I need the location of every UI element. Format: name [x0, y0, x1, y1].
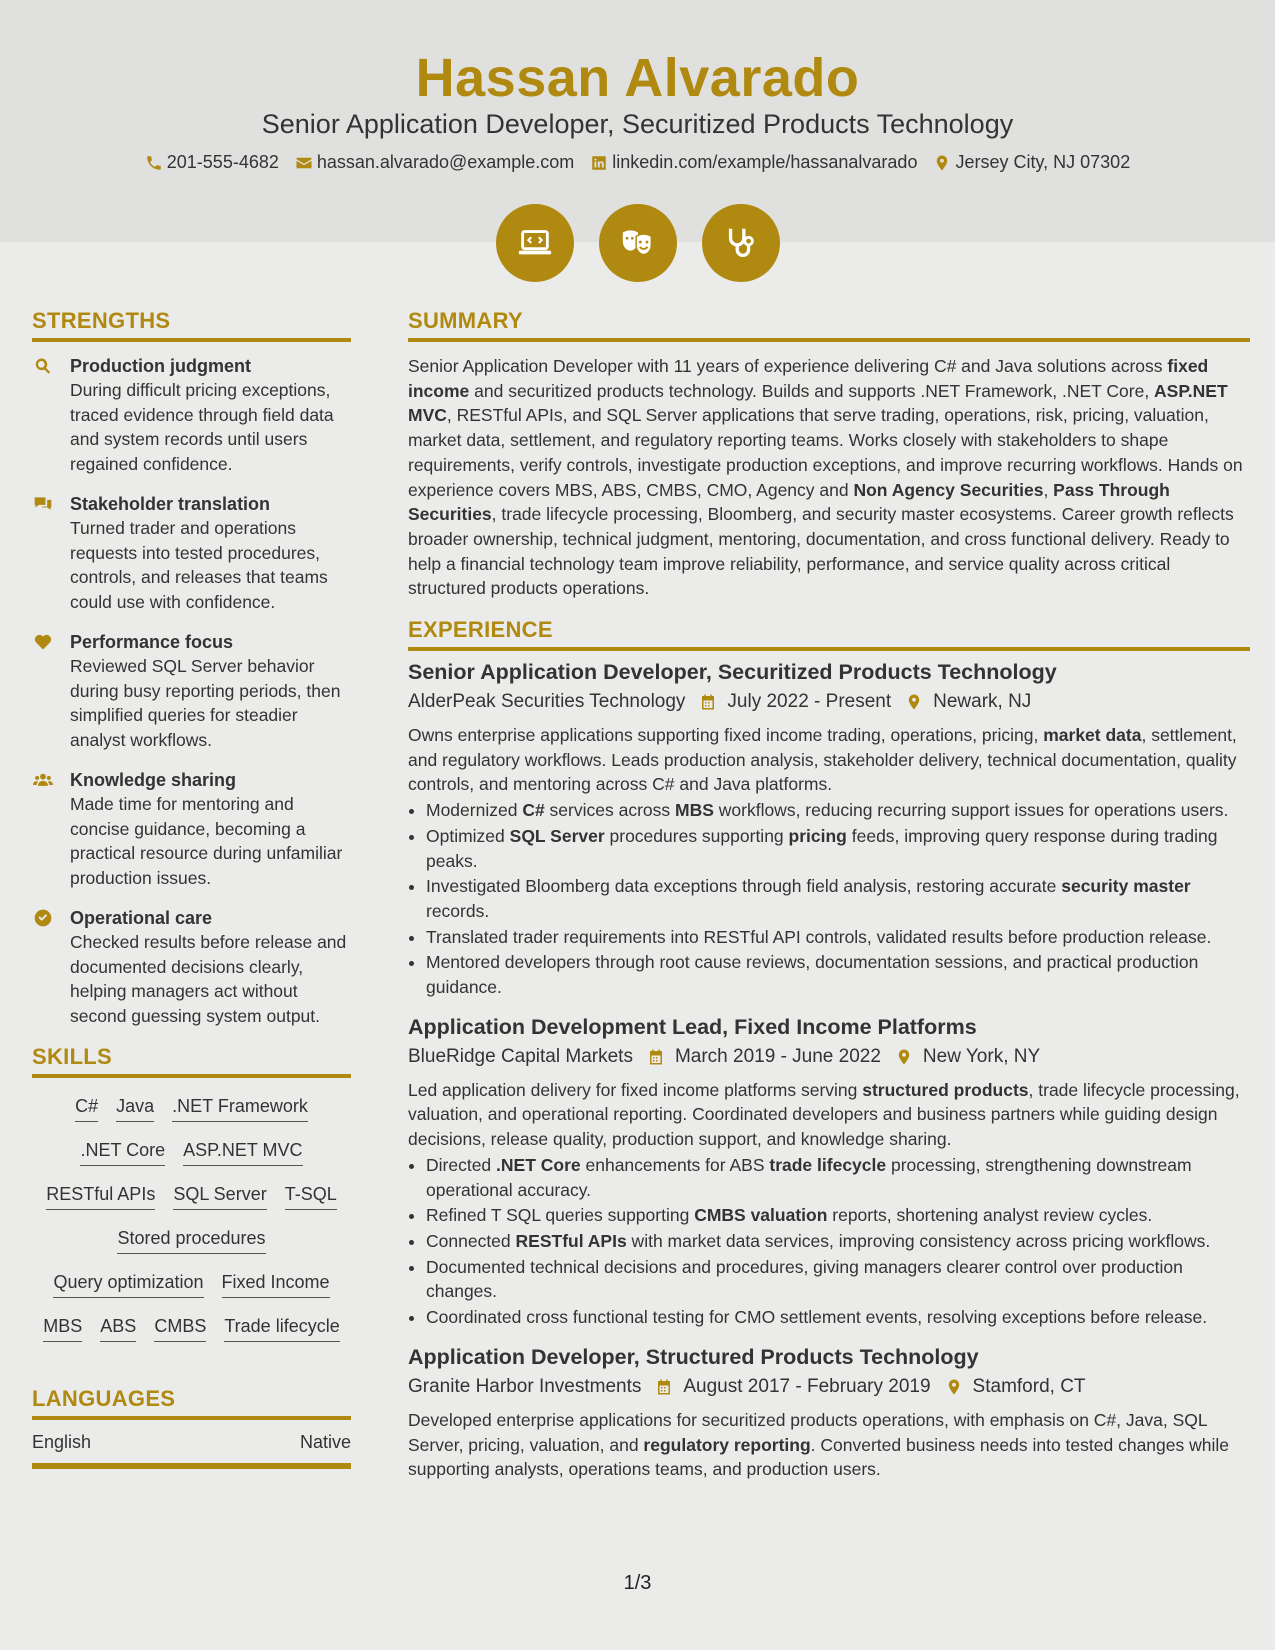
job-bullet: • Connected RESTful APIs with market data services, improving consistency across pricing workflows. — [426, 1229, 1250, 1254]
summary-heading: SUMMARY — [408, 308, 1250, 342]
summary-text: Senior Application Developer with 11 years of experience delivering C# and Java solutions across fixed income and securitized products technology. Builds and supports .NET Framework, .NET Core, ASP.NET MVC, RESTful APIs, and SQL Server applications that serve trading, operations, risk, pricing, valuation, market data, settlement, and regulatory reporting teams. Works closely with stakeholders to shape requirements, verify controls, investigate production exceptions, and improve recurring workflows. Hands on experience covers MBS, ABS, CMBS, CMO, Agency and Non Agency Securities, Pass Through Securities, trade lifecycle processing, Bloomberg, and security master ecosystems. Career growth reflects broader ownership, technical judgment, mentoring, documentation, and cross functional delivery. Ready to help a financial technology team improve reliability, performance, and service quality across critical structured products operations. — [408, 356, 1243, 599]
skill-tag: Java — [116, 1094, 154, 1122]
skill-tag: MBS — [43, 1314, 82, 1342]
map-marker-icon — [895, 1047, 913, 1067]
skill-tag: SQL Server — [173, 1182, 266, 1210]
strength-title: Performance focus — [70, 632, 234, 652]
strength-text: Turned trader and operations requests into tested procedures, controls, and releases that teams could use with confidence. — [70, 518, 328, 612]
calendar-icon — [655, 1377, 673, 1397]
language-row — [32, 1420, 351, 1469]
job-company: AlderPeak Securities Technology — [408, 691, 686, 713]
resume-header — [0, 0, 1275, 242]
skill-tag: ABS — [100, 1314, 136, 1342]
comments-icon — [32, 494, 54, 514]
strength-item — [32, 768, 351, 890]
skill-tag: Trade lifecycle — [224, 1314, 339, 1342]
job-bullet: • Modernized C# services across MBS workflows, reducing recurring support issues for operations users. — [426, 798, 1250, 823]
job-title: Senior Application Developer, Securitized Products Technology — [408, 660, 1057, 685]
job-bullet: • Coordinated cross functional testing for CMO settlement events, resolving exceptions before release. — [426, 1305, 1250, 1330]
right-column — [408, 308, 1250, 1494]
job-description: Led application delivery for fixed income platforms serving structured products, trade lifecycle processing, valuation, and operational reporting. Coordinated developers and business partners while guiding design decisions, release quality, production support, and knowledge sharing. — [408, 1079, 1240, 1150]
calendar-icon — [647, 1047, 665, 1067]
users-icon — [32, 770, 54, 790]
job-title: Application Developer, Structured Products Technology — [408, 1344, 979, 1369]
theater-masks-badge — [599, 204, 677, 282]
job-description: Owns enterprise applications supporting fixed income trading, operations, pricing, market data, settlement, and regulatory workflows. Leads production analysis, stakeholder delivery, technical documentation, quality controls, and mentoring across C# and Java platforms. — [408, 725, 1237, 795]
left-column — [32, 308, 351, 1469]
experience-heading: EXPERIENCE — [408, 617, 1250, 651]
skill-tag: T-SQL — [285, 1182, 337, 1210]
map-marker-icon — [905, 692, 923, 712]
job-dates: August 2017 - February 2019 — [683, 1375, 931, 1397]
job-bullet: • Refined T SQL queries supporting CMBS valuation reports, shortening analyst review cycles. — [426, 1203, 1250, 1228]
skill-tag: ASP.NET MVC — [183, 1138, 302, 1166]
linkedin-text: linkedin.com/example/hassanalvarado — [612, 152, 918, 172]
strength-item — [32, 492, 351, 614]
check-circle-icon — [32, 908, 54, 928]
job-location: Newark, NJ — [933, 691, 1032, 713]
map-marker-icon — [933, 154, 951, 172]
heart-icon — [32, 632, 54, 652]
contact-info — [0, 152, 1275, 173]
theater-masks-icon — [619, 224, 657, 262]
stethoscope-badge — [702, 204, 780, 282]
job-bullet: • Documented technical decisions and procedures, giving managers clearer control over production changes. — [426, 1255, 1250, 1304]
contact-linkedin[interactable] — [590, 152, 917, 173]
strength-title: Stakeholder translation — [70, 494, 271, 514]
job-dates: March 2019 - June 2022 — [674, 1045, 881, 1067]
laptop-code-icon — [516, 224, 554, 262]
job-company: BlueRidge Capital Markets — [408, 1045, 633, 1067]
job-location: Stamford, CT — [972, 1375, 1086, 1397]
skill-tag: C# — [75, 1094, 98, 1122]
stethoscope-icon — [722, 224, 760, 262]
candidate-title: Senior Application Developer, Securitized Products Technology — [261, 109, 1014, 139]
job-bullet: • Optimized SQL Server procedures supporting pricing feeds, improving query response during trading peaks. — [426, 824, 1250, 873]
contact-location — [933, 152, 1130, 173]
job-entry — [408, 1012, 1250, 1330]
strength-title: Knowledge sharing — [70, 770, 237, 790]
job-meta — [408, 687, 1250, 717]
job-description: Developed enterprise applications for securitized products operations, with emphasis on C#, Java, SQL Server, pricing, valuation, and regulatory reporting. Converted business needs into tested changes while supporting analysts, operations teams, and production users. — [408, 1409, 1229, 1480]
interest-badges — [0, 204, 1275, 282]
strength-title: Operational care — [70, 908, 213, 928]
job-dates: July 2022 - Present — [727, 691, 892, 713]
skill-tag: .NET Framework — [172, 1094, 308, 1122]
job-bullet: • Directed .NET Core enhancements for ABS trade lifecycle processing, strengthening downstream operational accuracy. — [426, 1153, 1250, 1202]
laptop-code-badge — [496, 204, 574, 282]
strength-text: During difficult pricing exceptions, traced evidence through field data and system records until users regained confidence. — [70, 380, 334, 474]
skill-tag: Stored procedures — [117, 1226, 265, 1254]
strength-title: Production judgment — [70, 356, 251, 376]
strength-text: Checked results before release and documented decisions clearly, helping managers act without second guessing system output. — [70, 932, 347, 1026]
job-bullets — [408, 798, 1250, 1000]
location-text: Jersey City, NJ 07302 — [955, 152, 1131, 172]
job-meta — [408, 1372, 1250, 1402]
phone-icon — [145, 154, 163, 172]
skill-tag: CMBS — [154, 1314, 206, 1342]
job-location: New York, NY — [922, 1045, 1041, 1067]
strengths-heading: STRENGTHS — [32, 308, 351, 342]
strength-item — [32, 906, 351, 1028]
job-company: Granite Harbor Investments — [408, 1375, 642, 1397]
strength-item — [32, 354, 351, 476]
skill-tag: Fixed Income — [222, 1270, 330, 1298]
job-entry — [408, 1342, 1250, 1482]
job-meta — [408, 1042, 1250, 1072]
job-entry — [408, 657, 1250, 1000]
strength-text: Made time for mentoring and concise guidance, becoming a practical resource during unfamiliar production issues. — [70, 794, 343, 888]
skill-tag: RESTful APIs — [46, 1182, 155, 1210]
linkedin-icon — [590, 154, 608, 172]
envelope-icon — [295, 154, 313, 172]
contact-email[interactable] — [295, 152, 574, 173]
languages-heading: LANGUAGES — [32, 1386, 351, 1420]
skills-list — [32, 1090, 351, 1342]
strength-text: Reviewed SQL Server behavior during busy reporting periods, then simplified queries for steadier analyst workflows. — [70, 656, 341, 750]
job-bullet: • Mentored developers through root cause reviews, documentation sessions, and practical production guidance. — [426, 950, 1250, 999]
phone-text: 201-555-4682 — [166, 152, 279, 172]
strengths-list — [32, 354, 351, 1028]
calendar-icon — [699, 692, 717, 712]
candidate-name: Hassan Alvarado — [415, 48, 860, 108]
language-name: English — [32, 1432, 92, 1452]
job-bullets — [408, 1153, 1250, 1330]
skills-heading: SKILLS — [32, 1044, 351, 1078]
job-bullet: • Translated trader requirements into RESTful API controls, validated results before production release. — [426, 925, 1250, 950]
map-marker-icon — [945, 1377, 963, 1397]
skill-tag: Query optimization — [53, 1270, 203, 1298]
language-level: Native — [299, 1432, 351, 1452]
page-number: 1/3 — [623, 1572, 652, 1594]
skill-tag: .NET Core — [80, 1138, 165, 1166]
contact-phone — [145, 152, 279, 173]
strength-item — [32, 630, 351, 752]
job-title: Application Development Lead, Fixed Income Platforms — [408, 1014, 977, 1039]
email-text: hassan.alvarado@example.com — [316, 152, 575, 172]
job-bullet: • Investigated Bloomberg data exceptions through field analysis, restoring accurate security master records. — [426, 874, 1250, 923]
search-icon — [32, 356, 54, 376]
